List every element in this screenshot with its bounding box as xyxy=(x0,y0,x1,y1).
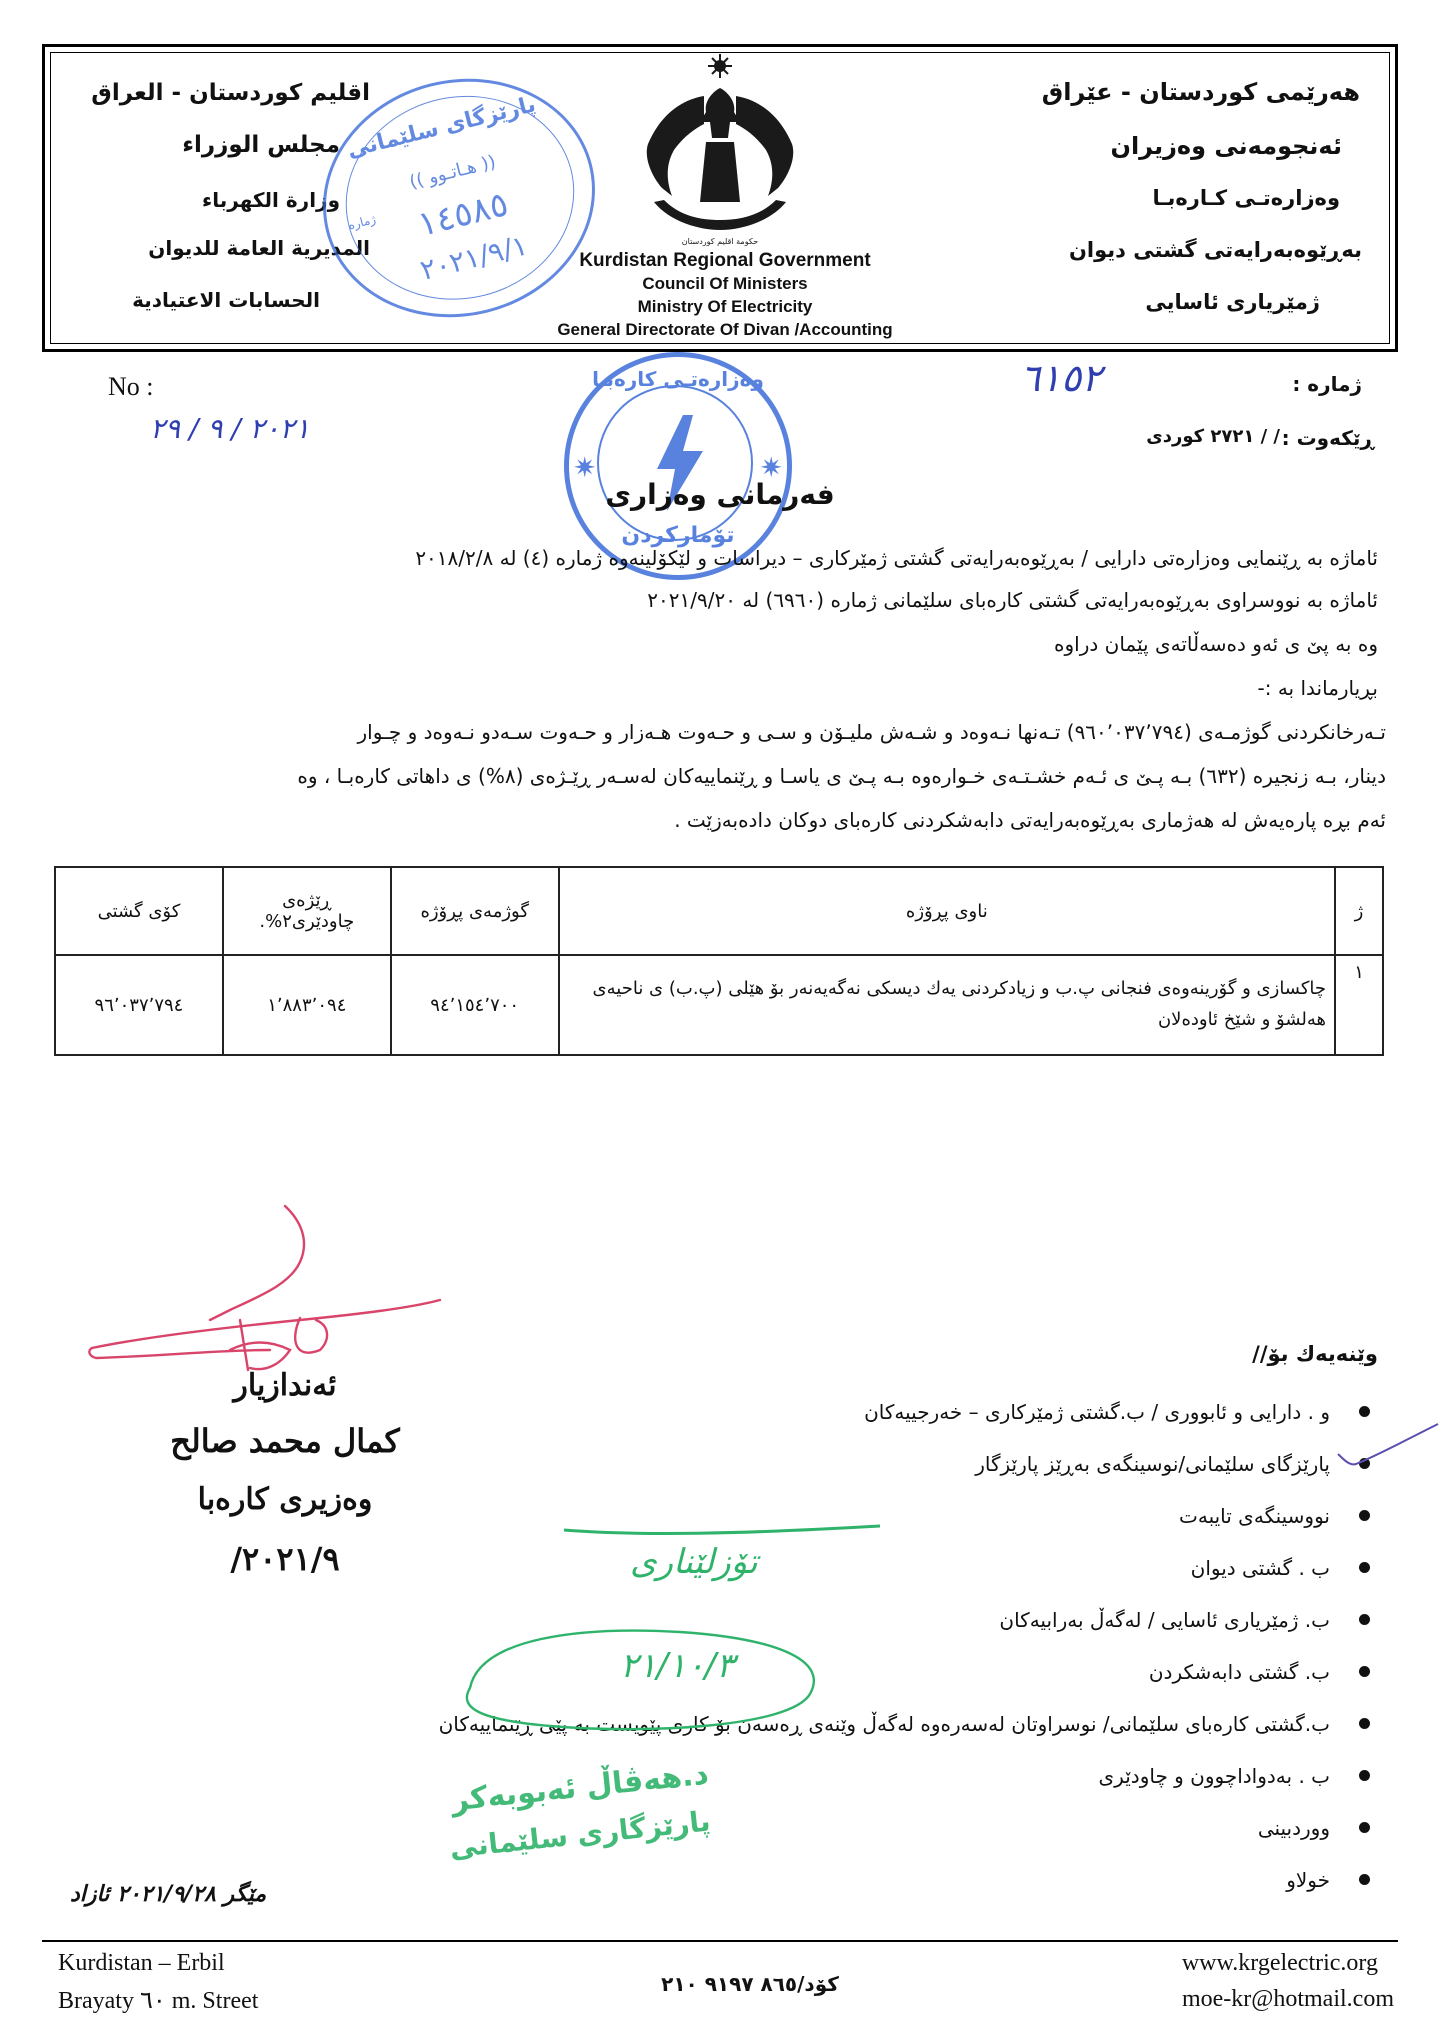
ministry-stamp-ring-text: وەزارەتـی کارەبـا xyxy=(592,367,764,391)
green-underline xyxy=(560,1500,890,1540)
green-date-text: ٢١/١٠/٣ xyxy=(620,1646,735,1686)
cell-project-amount: ٩٤٬١٥٤٬٧٠٠ xyxy=(391,955,559,1055)
cell-total: ٩٦٬٠٣٧٬٧٩٤ xyxy=(55,955,223,1055)
governor-stamp-name: د.هەڤاڵ ئەبوبەکر xyxy=(449,1756,711,1819)
signatory-title: ئەندازیار xyxy=(233,1368,337,1403)
ministry-stamp-bottom-text: تۆمارکردن xyxy=(621,523,735,548)
cc-heading: وێنەیەك بۆ// xyxy=(1252,1342,1378,1366)
footer-code: کۆد/٨٦٥ ٩١٩٧ ٢١٠ xyxy=(661,1972,839,1996)
star-icon-right: ✷ xyxy=(759,451,783,484)
cc-item-label: ب.گشتی کارەبای سلێمانی/ نوسراوتان لەسەرەوە لەگەڵ وێنەی ڕەسەن بۆ کاری پێویست بە پێی ڕێنماییەکان xyxy=(438,1712,1330,1736)
bullet-icon xyxy=(1359,1510,1370,1521)
header-english-ministry: Ministry Of Electricity xyxy=(637,297,813,316)
paragraph-allocation-3: ئەم بڕە پارەیەش لە هەژماری بەڕێوەبەرایەتی دابەشکردنی کارەبای دوکان دادەبەزێت . xyxy=(674,808,1386,832)
footer-email[interactable]: moe-kr@hotmail.com xyxy=(1181,1986,1394,2012)
bottom-handwritten-note: مێگر ٢٠٢١/٩/٢٨ ئازاد xyxy=(70,1882,267,1907)
table-row xyxy=(55,955,1383,1055)
cc-item xyxy=(1191,1556,1330,1580)
date-label: ڕێکەوت : xyxy=(1281,426,1374,450)
cc-item xyxy=(975,1452,1330,1476)
cc-item xyxy=(1258,1816,1330,1840)
cc-item-label: ووردبینی xyxy=(1257,1816,1330,1840)
cc-item xyxy=(1099,1764,1330,1788)
header-english-council: Council Of Ministers xyxy=(642,274,808,293)
cc-item-label: خولاو xyxy=(1286,1868,1330,1892)
footer-address-line2: Brayaty ٦٠ m. Street xyxy=(58,1988,259,2014)
bullet-icon xyxy=(1359,1770,1370,1781)
header-english-krg: Kurdistan Regional Government xyxy=(579,250,871,271)
cc-item-label: پارێزگای سلێمانی/نوسینگەی بەڕێز پارێزگار xyxy=(975,1452,1330,1476)
cell-project-name: چاکسازی و گۆرینەوەی فنجانی پ.ب و زیادکردنی یەك دیسکی نەگەیەنەر بۆ هێلی (پ.ب) ی ناحیەی هەلشۆ و شێخ ئاودەلان xyxy=(559,955,1335,1055)
column-header-index: ژ xyxy=(1335,867,1383,955)
paragraph-allocation-1: تـەرخانکردنی گوژمـەی (٩٦٠٬٠٣٧٬٧٩٤) تـەنها نـەوەد و شـەش ملیـۆن و سـی و حـەوت هـەزار و حـەوت سـەدو نـەوەد و چـوار xyxy=(357,720,1386,744)
bullet-icon xyxy=(1359,1822,1370,1833)
incoming-stamp-subtitle: (( هـاتـوو )) xyxy=(407,151,498,194)
bullet-icon xyxy=(1359,1406,1370,1417)
header-kurdish-region: هەرێمی کوردستان - عێراق xyxy=(1041,78,1360,106)
cc-item-label: ب. ژمێریاری ئاسایی / لەگەڵ بەرابیەکان xyxy=(999,1608,1330,1632)
emblem-caption: حكومة اقليم كوردستان xyxy=(681,237,759,246)
incoming-stamp-title: پارێزگای سلێمانی xyxy=(344,92,539,164)
incoming-stamp-number-label: ژمارە xyxy=(346,212,378,233)
paragraph-reference-1: ئاماژە بە ڕێنمایی وەزارەتی دارایی / بەڕێوەبەرایەتی گشتی ژمێرکاری – دیراسات و لێکۆلینەوە ژمارە (٤) لە ٢٠١٨/٢/٨ xyxy=(415,546,1378,570)
footer-rule xyxy=(42,1940,1398,1942)
bullet-icon xyxy=(1359,1718,1370,1729)
table-header-row xyxy=(55,867,1383,955)
number-label: ژمارە : xyxy=(1292,372,1362,396)
signatory-name: کمال محمد صالح xyxy=(170,1422,400,1460)
column-header-project-name: ناوی پڕۆژە xyxy=(559,867,1335,955)
check-mark-icon xyxy=(1336,1420,1440,1470)
footer-website[interactable]: www.krgelectric.org xyxy=(1181,1950,1378,1976)
governor-stamp-title: پارێزگاری سلێمانی xyxy=(448,1804,712,1865)
star-icon-left: ✷ xyxy=(573,451,597,484)
cc-item-label: نووسینگەی تایبەت xyxy=(1179,1504,1330,1528)
header-kurdish-directorate: بەڕێوەبەرایەتی گشتی دیوان xyxy=(1068,238,1362,262)
bullet-icon xyxy=(1359,1874,1370,1885)
cell-index: ١ xyxy=(1335,955,1383,1055)
paragraph-allocation-2: دینار، بـە زنجیرە (٦٣٢) بـە پـێ ی ئـەم خشـتـەی خـوارەوە بـە پـێ ی یاسـا و ڕێنماییەکان لەسـەر ڕێـژەی (٨%) ی داهاتی کارەبـا ، وە xyxy=(297,764,1386,788)
date-template: / / ٢٧٢١ کوردی xyxy=(1146,426,1280,447)
header-arabic-ministry: وزارة الكهرباء xyxy=(202,188,340,212)
document-title: فەرمانی وەزاری xyxy=(605,478,835,511)
incoming-stamp-date: ٢٠٢١/٩/١ xyxy=(416,228,531,287)
incoming-stamp-number: ١٤٥٨٥ xyxy=(413,184,513,245)
minister-signature xyxy=(80,1200,450,1390)
green-note-text: تۆزلێناری xyxy=(630,1542,758,1582)
paragraph-decided: بڕیارماندا بە :- xyxy=(1257,676,1378,700)
signatory-position: وەزیری کارەبا xyxy=(197,1482,373,1517)
column-header-total: کۆی گشتی xyxy=(55,867,223,955)
bullet-icon xyxy=(1359,1666,1370,1677)
cc-item-label: ب. گشتی دابەشکردن xyxy=(1148,1660,1330,1684)
cc-item-label: و . دارایی و ئابووری / ب.گشتی ژمێرکاری – خەرجییەکان xyxy=(864,1400,1330,1424)
bullet-icon xyxy=(1359,1562,1370,1573)
header-kurdish-council: ئەنجومەنی وەزیران xyxy=(1110,132,1342,160)
header-english-directorate: General Directorate Of Divan /Accounting xyxy=(557,320,893,339)
gregorian-date-handwritten: ٢٠٢١ / ٩ / ٢٩ xyxy=(150,412,310,445)
column-header-supervision-rate: ڕێژەی چاودێری٢%. xyxy=(223,867,391,955)
cc-item xyxy=(999,1608,1330,1632)
header-kurdish-accounting: ژمێریاری ئاسایی xyxy=(1145,290,1320,314)
header-arabic-council: مجلس الوزراء xyxy=(182,132,340,158)
no-label: No : xyxy=(108,372,154,401)
krg-emblem-icon xyxy=(600,52,840,248)
cc-item xyxy=(1149,1660,1330,1684)
header-arabic-accounting: الحسابات الاعتيادية xyxy=(132,288,320,312)
header-arabic-region: اقليم كوردستان - العراق xyxy=(91,80,370,106)
column-header-project-amount: گوژمەی پڕۆژە xyxy=(391,867,559,955)
cell-supervision-amount: ١٬٨٨٣٬٠٩٤ xyxy=(223,955,391,1055)
footer-address-line1: Kurdistan – Erbil xyxy=(58,1950,225,1976)
paragraph-reference-2: ئاماژە بە نووسراوی بەڕێوەبەرایەتی گشتی کارەبای سلێمانی ژمارە (٦٩٦٠) لە ٢٠٢١/٩/٢٠ xyxy=(647,588,1378,612)
cc-item xyxy=(864,1400,1330,1424)
header-kurdish-ministry: وەزارەتـی کـارەبـا xyxy=(1152,186,1340,210)
bullet-icon xyxy=(1359,1614,1370,1625)
header-arabic-directorate: المديرية العامة للديوان xyxy=(148,236,370,260)
paragraph-authority: وە بە پێ ی ئەو دەسەڵاتەی پێمان دراوە xyxy=(1054,632,1378,656)
green-handwritten-note xyxy=(560,1500,890,1600)
cc-item xyxy=(1179,1504,1330,1528)
number-handwritten: ٦١٥٢ xyxy=(1020,356,1102,400)
project-table xyxy=(54,866,1384,1056)
signatory-date: ٢٠٢١/٩/ xyxy=(230,1540,340,1578)
cc-item xyxy=(1286,1868,1330,1892)
cc-item-label: ب . بەدواداچوون و چاودێری xyxy=(1098,1764,1330,1788)
cc-item-label: ب . گشتی دیوان xyxy=(1190,1556,1330,1580)
